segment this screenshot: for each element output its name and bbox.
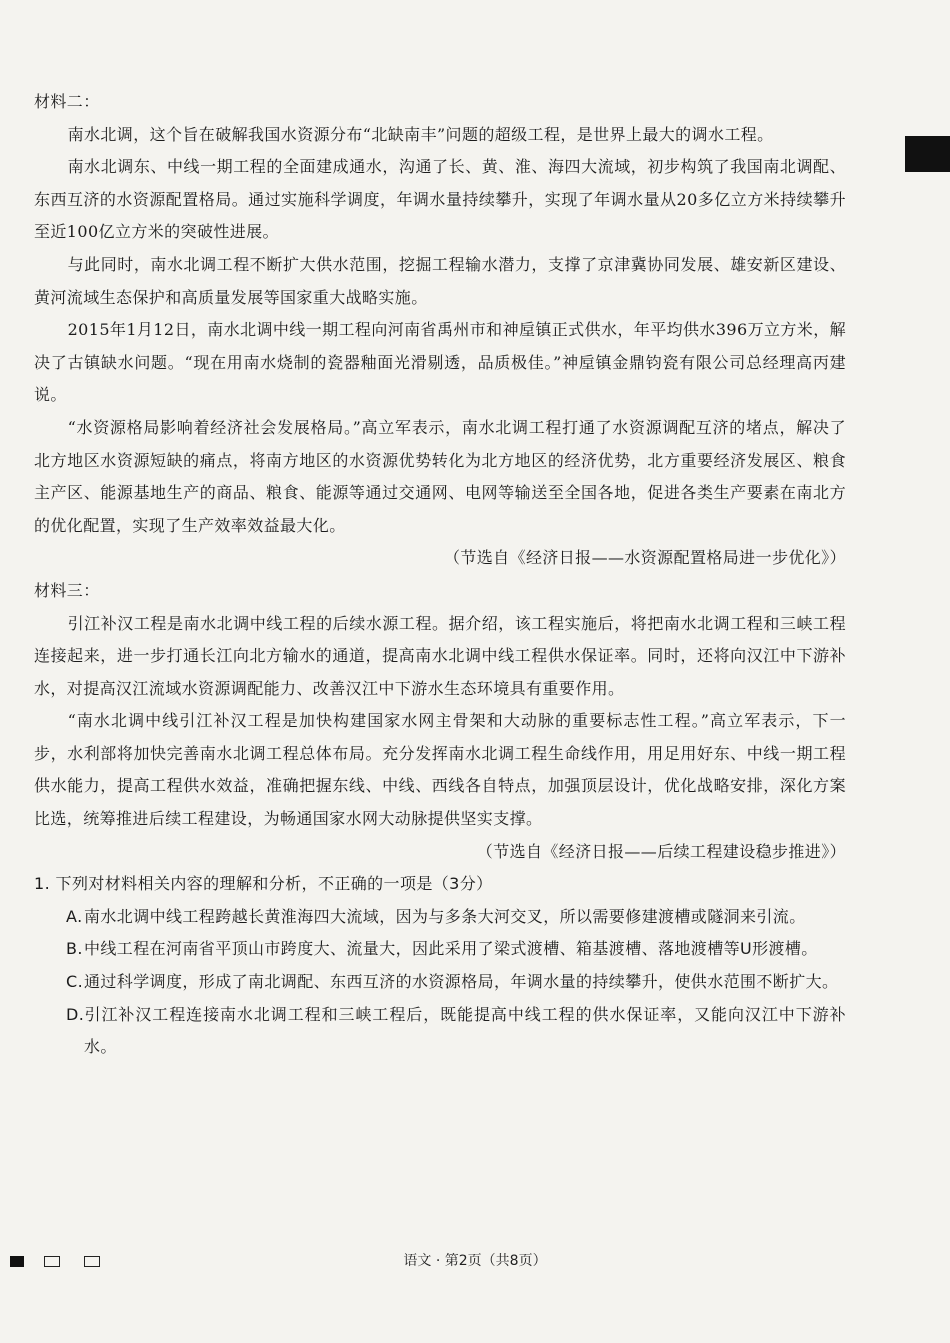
material-two-paragraph: 南水北调，这个旨在破解我国水资源分布“北缺南丰”问题的超级工程，是世界上最大的调水工程。	[67, 124, 774, 144]
option-letter: B.	[66, 939, 83, 959]
option-c	[34, 966, 846, 999]
material-three-paragraph: 引江补汉工程是南水北调中线工程的后续水源工程。据介绍，该工程实施后，将把南水北调工程和三峡工程连接起来，进一步打通长江向北方输水的通道，提高南水北调中线工程供水保证率。同时，还将向汉江中下游补水，对提高汉江流域水资源调配能力、改善汉江中下游水生态环境具有重要作用。	[34, 613, 846, 698]
question-one	[34, 868, 846, 1064]
material-two	[34, 86, 846, 575]
material-three-source: （节选自《经济日报——后续工程建设稳步推进》）	[476, 841, 846, 861]
material-three	[34, 575, 846, 868]
material-two-paragraph: “水资源格局影响着经济社会发展格局。”高立军表示，南水北调工程打通了水资源调配互济的堵点，解决了北方地区水资源短缺的痛点，将南方地区的水资源优势转化为北方地区的经济优势，北方重要经济发展区、粮食主产区、能源基地生产的商品、粮食、能源等通过交通网、电网等输送至全国各地，促进各类生产要素在南北方的优化配置，实现了生产效率效益最大化。	[34, 417, 846, 535]
option-d	[34, 999, 846, 1064]
material-two-label: 材料二：	[34, 92, 100, 111]
material-two-paragraph: 南水北调东、中线一期工程的全面建成通水，沟通了长、黄、淮、海四大流域，初步构筑了我国南北调配、东西互济的水资源配置格局。通过实施科学调度，年调水量持续攀升，实现了年调水量从20多亿立方米持续攀升至近100亿立方米的突破性进展。	[34, 157, 846, 242]
option-a	[34, 901, 846, 934]
option-text: 通过科学调度，形成了南北调配、东西互济的水资源格局，年调水量的持续攀升，使供水范围不断扩大。	[84, 972, 839, 992]
option-letter: D.	[66, 1004, 85, 1024]
material-two-paragraph: 与此同时，南水北调工程不断扩大供水范围，挖掘工程输水潜力，支撑了京津冀协同发展、雄安新区建设、黄河流域生态保护和高质量发展等国家重大战略实施。	[34, 254, 846, 307]
page-content	[34, 86, 846, 1064]
option-letter: C.	[66, 972, 84, 992]
page-number: 语文 · 第2页（共8页）	[403, 1253, 547, 1269]
option-b	[34, 933, 846, 966]
edge-registration-mark	[905, 136, 950, 172]
material-three-paragraph: “南水北调中线引江补汉工程是加快构建国家水网主骨架和大动脉的重要标志性工程。”高立军表示，下一步，水利部将加快完善南水北调工程总体布局。充分发挥南水北调工程生命线作用，用足用好东、中线一期工程供水能力，提高工程供水效益，准确把握东线、中线、西线各自特点，加强顶层设计，优化战略安排，深化方案比选，统筹推进后续工程建设，为畅通国家水网大动脉提供坚实支撑。	[34, 711, 846, 829]
material-two-paragraph: 2015年1月12日，南水北调中线一期工程向河南省禹州市和神垕镇正式供水，年平均供水396万立方米，解决了古镇缺水问题。“现在用南水烧制的瓷器釉面光滑剔透，品质极佳。”神垕镇金鼎钧瓷有限公司总经理高丙建说。	[34, 320, 846, 405]
option-letter: A.	[66, 906, 83, 926]
question-one-stem: 1. 下列对材料相关内容的理解和分析，不正确的一项是（3分）	[34, 874, 493, 894]
option-text: 引江补汉工程连接南水北调工程和三峡工程后，既能提高中线工程的供水保证率，又能向汉江中下游补水。	[84, 1004, 846, 1057]
material-two-source: （节选自《经济日报——水资源配置格局进一步优化》）	[443, 548, 846, 568]
option-text: 南水北调中线工程跨越长黄淮海四大流域，因为与多条大河交叉，所以需要修建渡槽或隧洞来引流。	[84, 906, 806, 926]
material-three-label: 材料三：	[34, 580, 100, 600]
page-footer	[0, 1248, 950, 1278]
option-text: 中线工程在河南省平顶山市跨度大、流量大，因此采用了梁式渡槽、箱基渡槽、落地渡槽等U形渡槽。	[84, 939, 818, 959]
